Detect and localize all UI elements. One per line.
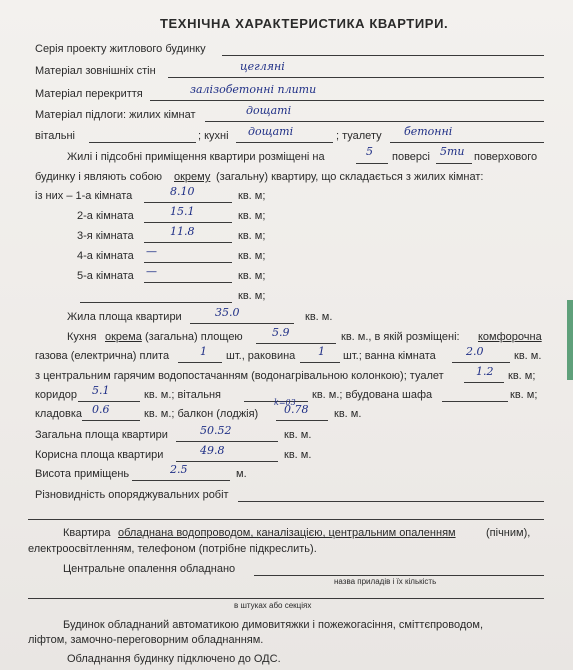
- kitchen-floor-label: ; кухні: [198, 130, 229, 142]
- toilet-floor-value: бетонні: [404, 125, 453, 138]
- equipment-line-2: електроосвітленням, телефоном (потрібне підкреслить).: [28, 543, 317, 555]
- bathroom-unit: кв. м.: [514, 350, 542, 362]
- living-room-floor-label: вітальні: [35, 130, 75, 142]
- kitchen-label: Кухня: [67, 331, 97, 343]
- floor-material-field: [205, 121, 544, 122]
- equipment-stove-heating: (пічним),: [486, 527, 531, 539]
- total-area-value: 50.52: [200, 424, 232, 437]
- sink-field: [300, 362, 340, 363]
- living-area-label: Жила площа квартири: [67, 311, 182, 323]
- kitchen-area-value: 5.9: [272, 326, 290, 339]
- kitchen-area-label: (загальна) площею: [145, 331, 243, 343]
- room2-unit: кв. м;: [238, 210, 266, 222]
- useful-area-field: [176, 461, 278, 462]
- heating-count-caption: в штуках або секціях: [234, 601, 312, 610]
- room3-unit: кв. м;: [238, 230, 266, 242]
- apartment-rooms-label: (загальну) квартиру, що складається з жилих кімнат:: [216, 171, 484, 183]
- living-area-unit: кв. м.: [305, 311, 333, 323]
- extra-room-field: [80, 302, 232, 303]
- walls-material-label: Матеріал зовнішніх стін: [35, 65, 156, 77]
- room3-label: 3-я кімната: [77, 230, 134, 242]
- balcony-coefficient-note: k=03: [274, 398, 296, 407]
- walls-material-field: [168, 77, 544, 78]
- balcony-value: 0.78: [284, 403, 309, 416]
- building-equipment-line-1: Будинок обладнаний автоматикою димовитяжки і пожежогасіння, сміттєпроводом,: [63, 619, 484, 631]
- walls-material-value: цегляні: [240, 60, 285, 73]
- total-floors-field: [436, 163, 472, 164]
- ods-connection-note: Обладнання будинку підключено до ОДС.: [67, 653, 281, 665]
- toilet-floor-field: [390, 142, 544, 143]
- kitchen-area-field: [256, 343, 336, 344]
- balcony-label: кв. м.; балкон (лоджія): [144, 408, 259, 420]
- total-area-field: [176, 441, 278, 442]
- finishing-works-field-2: [28, 519, 544, 520]
- closet-field: [442, 401, 508, 402]
- room2-value: 15.1: [170, 205, 195, 218]
- useful-area-value: 49.8: [200, 444, 225, 457]
- total-floors-value: 5ти: [440, 145, 465, 158]
- total-area-label: Загальна площа квартири: [35, 429, 168, 441]
- useful-area-label: Корисна площа квартири: [35, 449, 164, 461]
- ceiling-material-label: Матеріал перекриття: [35, 88, 143, 100]
- ceiling-material-field: [150, 100, 544, 101]
- stove-field: [178, 362, 222, 363]
- ceiling-height-field: [132, 480, 230, 481]
- floor-label: поверсі: [392, 151, 430, 163]
- ceiling-height-unit: м.: [236, 468, 247, 480]
- kitchen-floor-field: [236, 142, 333, 143]
- room4-value: —: [146, 245, 157, 258]
- kitchen-floor-value: дощаті: [248, 125, 294, 138]
- room4-label: 4-а кімната: [77, 250, 134, 262]
- room5-label: 5-а кімната: [77, 270, 134, 282]
- central-heating-field: [254, 575, 544, 576]
- ceiling-height-label: Висота приміщень: [35, 468, 130, 480]
- pantry-label: кладовка: [35, 408, 83, 420]
- equipment-intro: Квартира: [63, 527, 111, 539]
- living-area-value: 35.0: [215, 306, 240, 319]
- floor-material-label: Матеріал підлоги: жилих кімнат: [35, 109, 196, 121]
- floor-number-field: [356, 163, 388, 164]
- living-room-floor-field: [89, 142, 196, 143]
- hot-water-label: з центральним гарячим водопостачанням (водонагрівальною колонкою); туалет: [35, 370, 444, 382]
- closet-unit: кв. м;: [510, 389, 538, 401]
- floor-material-value: дощаті: [246, 104, 292, 117]
- sitting-room-label: кв. м.; вітальня: [144, 389, 221, 401]
- project-series-label: Серія проекту житлового будинку: [35, 43, 206, 55]
- building-equipment-line-2: ліфтом, замочно-переговорним обладнанням.: [28, 634, 264, 646]
- room3-field: [144, 242, 232, 243]
- kitchen-type-selected: окрема: [105, 331, 142, 343]
- living-area-field: [190, 323, 294, 324]
- page-title: ТЕХНІЧНА ХАРАКТЕРИСТИКА КВАРТИРИ.: [160, 16, 449, 31]
- storey-label: поверхового: [474, 151, 538, 163]
- placement-label: Жилі і підсобні приміщення квартири розміщені на: [67, 151, 325, 163]
- sink-value: 1: [318, 345, 325, 358]
- toilet-area-field: [464, 382, 504, 383]
- corridor-label: коридор: [35, 389, 77, 401]
- balcony-field: [276, 420, 328, 421]
- bathroom-value: 2.0: [466, 345, 484, 358]
- pantry-field: [82, 420, 140, 421]
- stove-value: 1: [200, 345, 207, 358]
- apartment-type-label: будинку і являють собою: [35, 171, 162, 183]
- corridor-value: 5.1: [92, 384, 110, 397]
- room2-field: [144, 222, 232, 223]
- central-heating-label: Центральне опалення обладнано: [63, 563, 236, 575]
- corridor-field: [78, 401, 140, 402]
- page-edge-strip: [567, 300, 573, 380]
- kitchen-stove-type-selected: комфорочна: [478, 331, 542, 343]
- toilet-floor-label: ; туалету: [336, 130, 382, 142]
- total-area-unit: кв. м.: [284, 429, 312, 441]
- project-series-field: [222, 55, 544, 56]
- room1-unit: кв. м;: [238, 190, 266, 202]
- pantry-value: 0.6: [92, 403, 110, 416]
- equipment-selected: обладнана водопроводом, каналізацією, центральним опаленням: [118, 527, 456, 539]
- room1-field: [144, 202, 232, 203]
- extra-room-unit: кв. м;: [238, 290, 266, 302]
- room2-label: 2-а кімната: [77, 210, 134, 222]
- apartment-type-selected: окрему: [174, 171, 211, 183]
- ceiling-height-value: 2.5: [170, 463, 188, 476]
- floor-number-value: 5: [366, 145, 373, 158]
- room5-unit: кв. м;: [238, 270, 266, 282]
- closet-label: кв. м.; вбудована шафа: [312, 389, 433, 401]
- kitchen-contents-label: кв. м., в якій розміщені:: [341, 331, 460, 343]
- bathroom-field: [452, 362, 510, 363]
- room1-label: із них – 1-а кімната: [35, 190, 133, 202]
- toilet-area-value: 1.2: [476, 365, 494, 378]
- balcony-unit: кв. м.: [334, 408, 362, 420]
- room5-value: —: [146, 265, 157, 278]
- finishing-works-label: Різновидність опоряджувальних робіт: [35, 489, 229, 501]
- ceiling-material-value: залізобетонні плити: [190, 83, 317, 96]
- heating-count-field: [28, 598, 544, 599]
- finishing-works-field: [238, 501, 544, 502]
- sink-label: шт., раковина: [226, 350, 296, 362]
- room4-unit: кв. м;: [238, 250, 266, 262]
- room4-field: [144, 262, 232, 263]
- room3-value: 11.8: [170, 225, 195, 238]
- heating-field-caption: назва приладів і їх кількість: [334, 577, 437, 586]
- useful-area-unit: кв. м.: [284, 449, 312, 461]
- room5-field: [144, 282, 232, 283]
- room1-value: 8.10: [170, 185, 195, 198]
- toilet-area-unit: кв. м;: [508, 370, 536, 382]
- bathroom-label: шт.; ванна кімната: [343, 350, 436, 362]
- stove-label: газова (електрична) плита: [35, 350, 170, 362]
